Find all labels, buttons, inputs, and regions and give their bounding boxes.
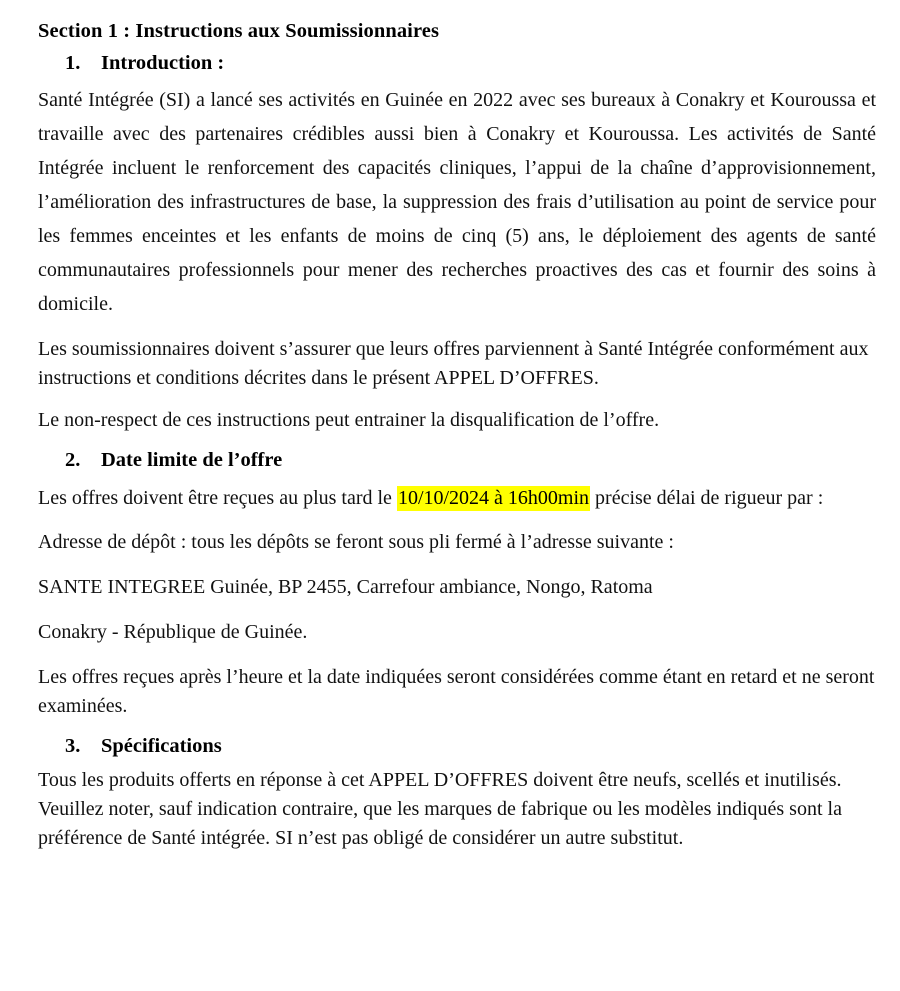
heading-date-limite-label: Date limite de l’offre (101, 449, 283, 472)
address-line-organization: SANTE INTEGREE Guinée, BP 2455, Carrefour ambiance, Nongo, Ratoma (38, 575, 653, 598)
paragraph-deadline (38, 481, 876, 515)
paragraph-specifications-body: Tous les produits offerts en réponse à cet APPEL D’OFFRES doivent être neufs, scellés et inutilisés. Veuillez noter, sauf indication contraire, que les marques de fabrique ou les modèles indiqués sont la préférence de Santé intégrée. SI n’est pas obligé de considérer un autre substitut. (38, 768, 842, 849)
address-line-city-country: Conakry - République de Guinée. (38, 620, 308, 643)
heading-specifications-label: Spécifications (101, 734, 222, 757)
paragraph-disqualification-notice: Le non-respect de ces instructions peut entrainer la disqualification de l’offre. (38, 409, 660, 432)
paragraph-submission-instructions: Les soumissionnaires doivent s’assurer que leurs offres parviennent à Santé Intégrée conformément aux instructions et conditions décrites dans le présent APPEL D’OFFRES. (38, 338, 869, 390)
paragraph-introduction-body: Santé Intégrée (SI) a lancé ses activités en Guinée en 2022 avec ses bureaux à Conakry et Kouroussa et travaille avec des partenaires crédibles aussi bien à Conakry et Kouroussa. Les activités de Santé Intégrée incluent le renforcement des capacités cliniques, l’appui de la chaîne d’approvisionnement, l’amélioration des infrastructures de base, la suppression des frais d’utilisation au point de service pour les femmes enceintes et les enfants de moins de cinq (5) ans, le déploiement des agents de santé communautaires professionnels pour mener des recherches proactives des cas et fournir des soins à domicile. (38, 89, 876, 316)
list-number-1: 1. (65, 52, 81, 75)
deadline-highlight: 10/10/2024 à 16h00min (397, 486, 590, 509)
list-number-2: 2. (65, 449, 81, 472)
paragraph-late-offers-notice: Les offres reçues après l’heure et la date indiquées seront considérées comme étant en retard et ne seront examinées. (38, 665, 875, 717)
heading-specifications (38, 733, 875, 759)
heading-introduction (38, 50, 875, 76)
list-number-3: 3. (65, 734, 81, 757)
page-title: Section 1 : Instructions aux Soumissionnaires (38, 20, 440, 42)
paragraph-address-intro: Adresse de dépôt : tous les dépôts se feront sous pli fermé à l’adresse suivante : (38, 530, 674, 553)
deadline-prefix-text: Les offres doivent être reçues au plus tard le (38, 486, 397, 509)
heading-date-limite (38, 447, 875, 473)
heading-introduction-label: Introduction : (101, 52, 225, 75)
deadline-suffix-text: précise délai de rigueur par : (590, 486, 824, 509)
